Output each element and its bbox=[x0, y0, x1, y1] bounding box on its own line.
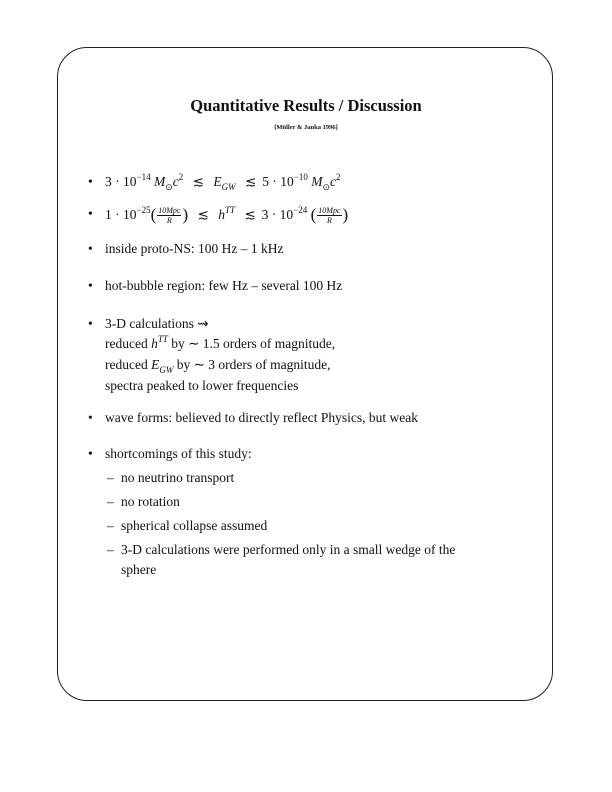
bullet-text: shortcomings of this study: bbox=[105, 446, 252, 461]
bullet-marker: • bbox=[88, 278, 93, 293]
bullet-marker: • bbox=[88, 446, 93, 461]
page-title: Quantitative Results / Discussion bbox=[190, 96, 422, 115]
bullet-marker: • bbox=[88, 174, 93, 189]
bullet-text: 3-D calculations ⇝ reduced $h^{TT}$ by ∼ 1.5 orders of magnitude, reduced $E_{GW}$ by ∼ 3 orders of magnitude, spectra peaked to lower frequencies bbox=[105, 316, 336, 393]
bullet-marker: • bbox=[88, 316, 93, 331]
bullet-marker: • bbox=[88, 206, 93, 221]
bullet-text: hot-bubble region: few Hz – several 100 Hz bbox=[105, 278, 343, 293]
bullet-text: inside proto-NS: 100 Hz – 1 kHz bbox=[105, 241, 284, 256]
bullet-marker: • bbox=[88, 241, 93, 256]
bullet-text: wave forms: believed to directly reflect Physics, but weak bbox=[105, 410, 419, 425]
strain-range: $1 \cdot 10^{-25}$( $\frac{\text{10Mpc}}{R}$ ) ≲ $h^{TT}$ ≲ $3 \cdot 10^{-24}$ ( $\frac{\text{10Mpc}}{R}$ ) bbox=[105, 205, 349, 226]
energy-range: $3 \cdot 10^{-14}$ $M_⊙c^2$ ≲ $E_{GW}$ ≲ $5 \cdot 10^{-10}$ $M_⊙c^2$ bbox=[105, 172, 341, 192]
bullet-marker: • bbox=[88, 410, 93, 425]
citation: [Müller & Janka 1996] bbox=[274, 124, 338, 131]
